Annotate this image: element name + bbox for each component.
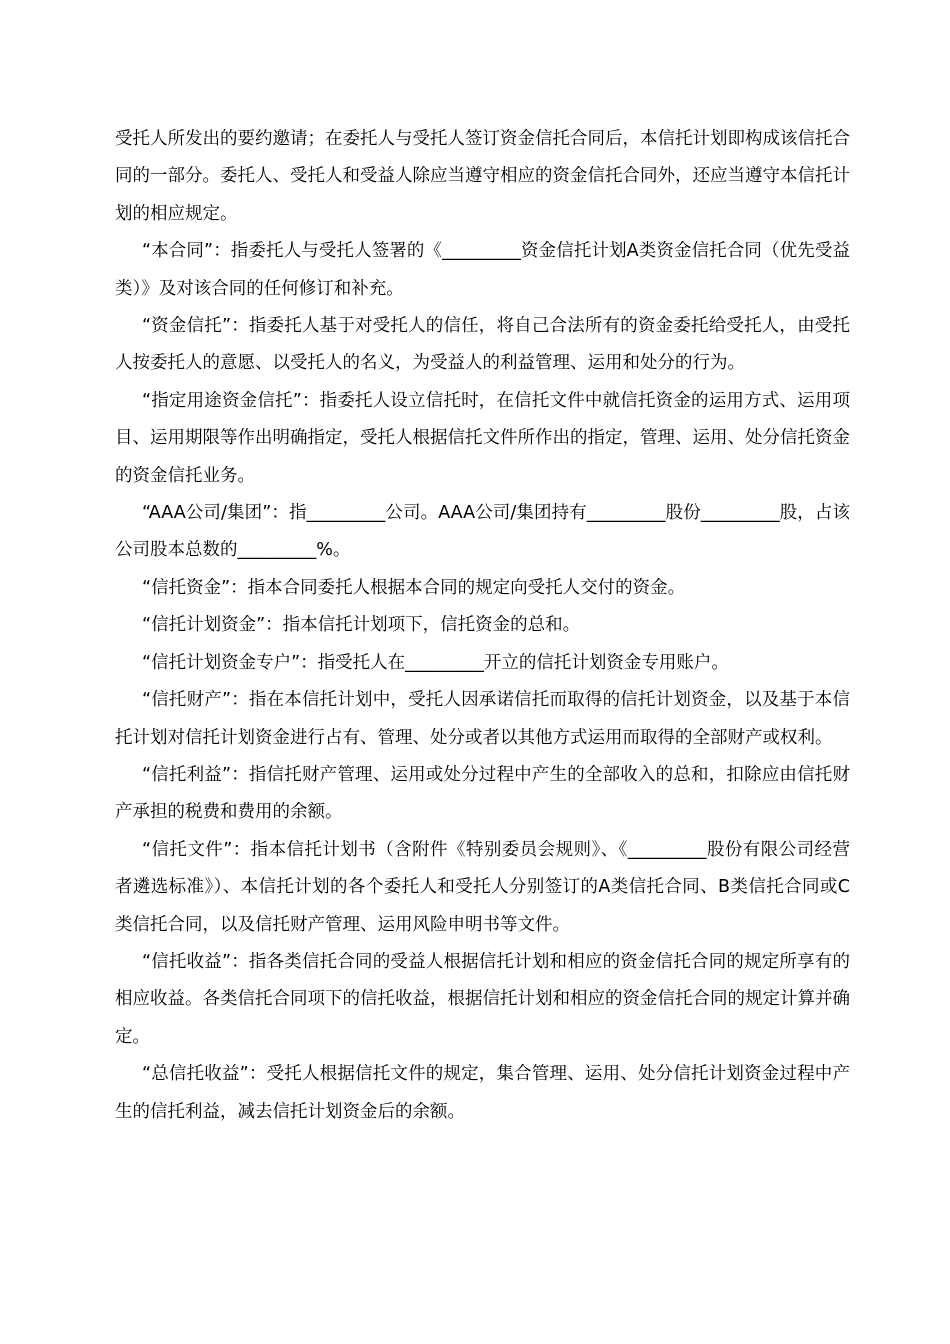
definition-trust-plan-funds: “信托计划资金”：指本信托计划项下，信托资金的总和。	[142, 615, 581, 636]
definition-trust-benefit: “信托利益”：指信托财产管理、运用或处分过程中产生的全部收入的总和，扣除应由信托财产承担的税费和费用的余额。	[115, 764, 850, 823]
definition-trust-documents: “信托文件”：指本信托计划书（含附件《特别委员会规则》、《_________股份有限公司经营者遴选标准》）、本信托计划的各个委托人和受托人分别签订的A类信托合同、B类信托合同或C类信托合同，以及信托财产管理、运用风险申明书等文件。	[115, 839, 850, 935]
definition-trust-property: “信托财产”：指在本信托计划中，受托人因承诺信托而取得的信托计划资金，以及基于本信托计划对信托计划资金进行占有、管理、处分或者以其他方式运用而取得的全部财产或权利。	[115, 690, 850, 748]
definition-trust-plan-account: “信托计划资金专户”：指受托人在_________开立的信托计划资金专用账户。	[142, 652, 729, 673]
paragraph-continuation: 受托人所发出的要约邀请；在委托人与受托人签订资金信托合同后，本信托计划即构成该信托合同的一部分。委托人、受托人和受益人除应当遵守相应的资金信托合同外，还应当遵守本信托计划的相应规定。	[115, 129, 850, 224]
definition-fund-trust: “资金信托”：指委托人基于对受托人的信任，将自己合法所有的资金委托给受托人，由受托人按委托人的意愿、以受托人的名义，为受益人的利益管理、运用和处分的行为。	[115, 316, 850, 374]
definition-aaa-company: “AAA公司/集团”：指_________公司。AAA公司/集团持有_________股份_________股，占该公司股本总数的_________%。	[115, 503, 850, 561]
definition-total-trust-income: “总信托收益”：受托人根据信托文件的规定，集合管理、运用、处分信托计划资金过程中产生的信托利益，减去信托计划资金后的余额。	[115, 1064, 850, 1122]
definition-contract: “本合同”：指委托人与受托人签署的《_________资金信托计划A类资金信托合同（优先受益类）》及对该合同的任何修订和补充。	[115, 241, 850, 299]
document-body	[115, 121, 850, 1131]
definition-trust-funds: “信托资金”：指本合同委托人根据本合同的规定向受托人交付的资金。	[142, 577, 686, 598]
definition-designated-use-fund-trust: “指定用途资金信托”：指委托人设立信托时，在信托文件中就信托资金的运用方式、运用项目、运用期限等作出明确指定，受托人根据信托文件所作出的指定，管理、运用、处分信托资金的资金信托业务。	[115, 390, 850, 486]
definition-trust-income: “信托收益”：指各类信托合同的受益人根据信托计划和相应的资金信托合同的规定所享有的相应收益。各类信托合同项下的信托收益，根据信托计划和相应的资金信托合同的规定计算并确定。	[115, 951, 850, 1047]
